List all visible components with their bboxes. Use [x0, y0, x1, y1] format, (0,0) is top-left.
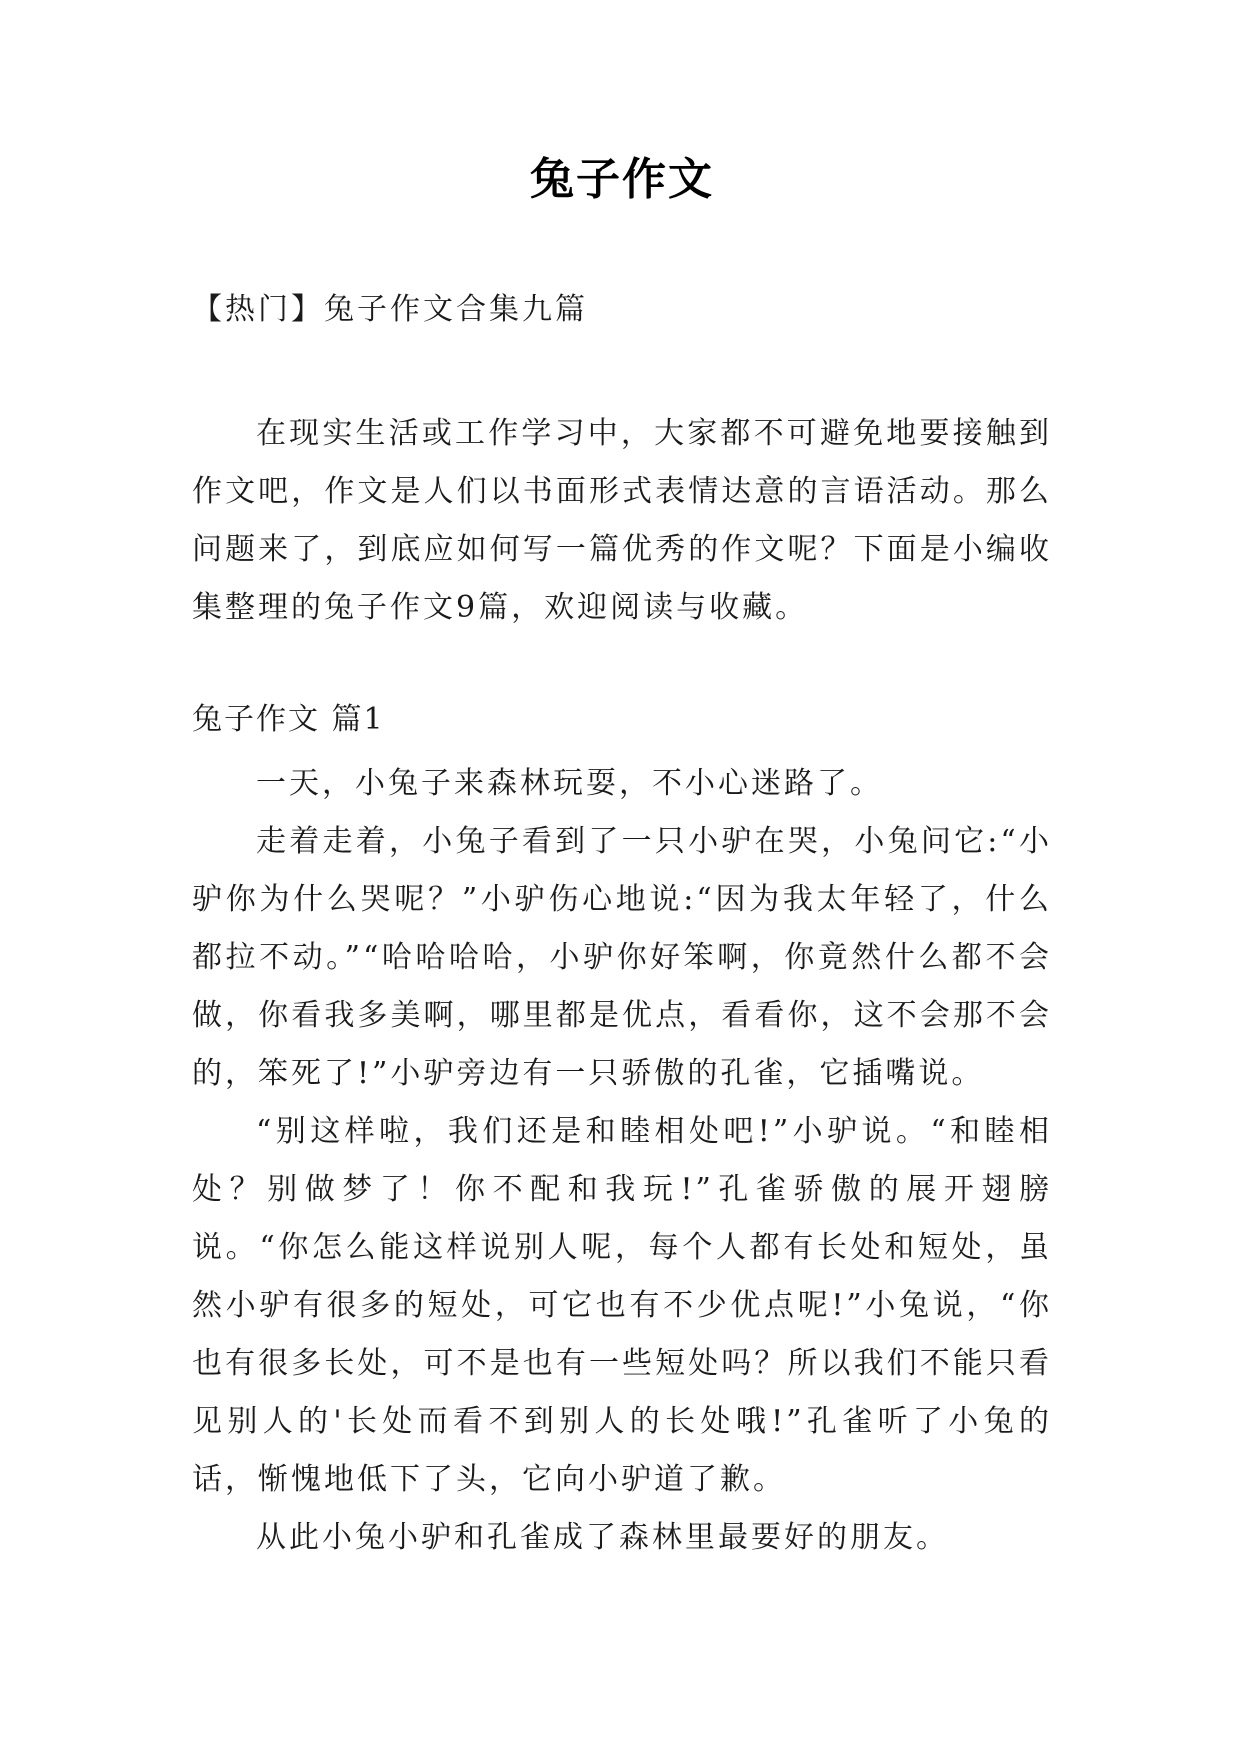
document-title: 兔子作文 — [530, 154, 714, 205]
body-paragraph: 从此小兔小驴和孔雀成了森林里最要好的朋友。 — [256, 1520, 949, 1555]
document-subtitle: 【热门】兔子作文合集九篇 — [192, 292, 588, 327]
section-heading: 兔子作文 篇1 — [192, 702, 385, 737]
body-paragraph: 一天，小兔子来森林玩耍，不小心迷路了。 — [256, 766, 883, 801]
intro-paragraph: 在现实生活或工作学习中，大家都不可避免地要接触到作文吧，作文是人们以书面形式表情达意的言语活动。那么问题来了，到底应如何写一篇优秀的作文呢？下面是小编收集整理的兔子作文9篇，欢迎阅读与收藏。 — [192, 416, 1052, 625]
body-paragraph: 走着走着，小兔子看到了一只小驴在哭，小兔问它:“小驴你为什么哭呢？”小驴伤心地说:“因为我太年轻了，什么都拉不动。”“哈哈哈哈，小驴你好笨啊，你竟然什么都不会做，你看我多美啊，哪里都是优点，看看你，这不会那不会的，笨死了!”小驴旁边有一只骄傲的孔雀，它插嘴说。 — [192, 824, 1052, 1091]
section-body — [192, 755, 1052, 1567]
body-paragraph: “别这样啦，我们还是和睦相处吧!”小驴说。“和睦相处？别做梦了！你不配和我玩!”孔雀骄傲的展开翅膀说。“你怎么能这样说别人呢，每个人都有长处和短处，虽然小驴有很多的短处，可它也有不少优点呢!”小兔说，“你也有很多长处，可不是也有一些短处吗？所以我们不能只看见别人的'长处而看不到别人的长处哦!”孔雀听了小兔的话，惭愧地低下了头，它向小驴道了歉。 — [192, 1114, 1052, 1497]
